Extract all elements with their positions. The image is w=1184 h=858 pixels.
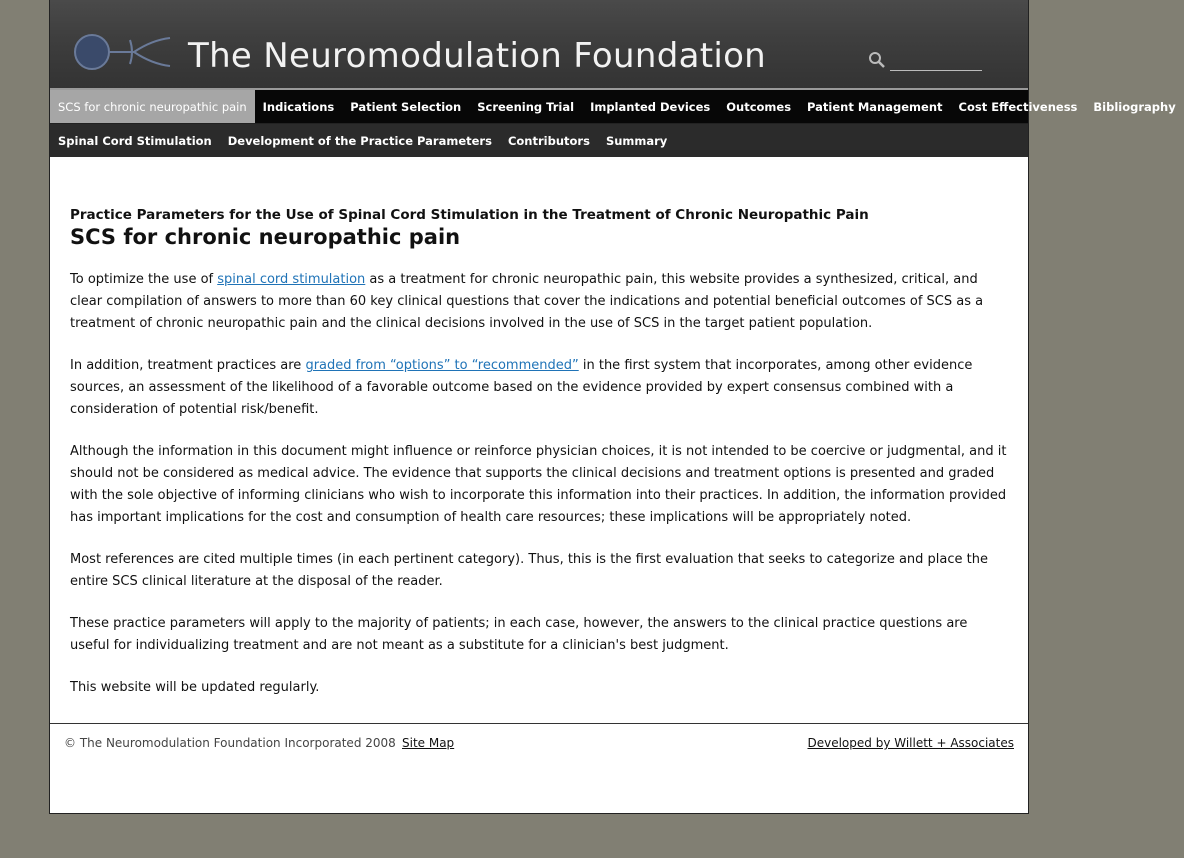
copyright-text: © The Neuromodulation Foundation Incorporated 2008	[64, 736, 396, 750]
page-container	[49, 0, 1176, 814]
subnav-item-summary[interactable]: Summary	[605, 133, 668, 148]
nav-item-cost-effectiveness[interactable]: Cost Effectiveness	[958, 99, 1078, 114]
nav-item-indications[interactable]: Indications	[262, 99, 335, 114]
site-map-link[interactable]: Site Map	[402, 736, 455, 750]
neuromodulation-logo-icon[interactable]	[72, 30, 172, 74]
subnav-item-development[interactable]: Development of the Practice Parameters	[227, 133, 492, 148]
spinal-cord-stimulation-link[interactable]: spinal cord stimulation	[217, 272, 366, 287]
subnav-item-contributors[interactable]: Contributors	[507, 133, 590, 148]
main-content	[50, 157, 1028, 699]
page-title: SCS for chronic neuropathic pain	[70, 225, 461, 249]
paragraph-updates: This website will be updated regularly.	[70, 680, 320, 695]
nav-item-outcomes[interactable]: Outcomes	[726, 99, 792, 114]
developer-link[interactable]: Developed by Willett + Associates	[807, 736, 1014, 750]
paragraph-references: Most references are cited multiple times (in each pertinent category). Thus, this is the first evaluation that seeks to categorize and place the entire SCS clinical literature at the disposal of the reader.	[70, 552, 988, 589]
search-input[interactable]	[890, 48, 982, 71]
paragraph-disclaimer: Although the information in this document might influence or reinforce physician choices, it is not intended to be coercive or judgmental, and it should not be considered as medical advice. The evidence that supports the clinical decisions and treatment options is presented and graded with the sole objective of informing clinicians who wish to incorporate this information into their practices. In addition, the information provided has important implications for the cost and consumption of health care resources; these implications will be appropriately noted.	[70, 444, 1007, 525]
site-header	[50, 0, 1028, 90]
page-subtitle: Practice Parameters for the Use of Spinal Cord Stimulation in the Treatment of Chronic Neuropathic Pain	[70, 207, 869, 223]
paragraph-text: in the first system that incorporates, among other evidence sources, an assessment of the likelihood of a favorable outcome based on the evidence provided by expert consensus combined with a consideration of potential risk/benefit.	[70, 358, 973, 417]
nav-item-implanted-devices[interactable]: Implanted Devices	[590, 99, 711, 114]
paragraph-applicability: These practice parameters will apply to the majority of patients; in each case, however, the answers to the clinical practice questions are useful for individualizing treatment and are not meant as a substitute for a clinician's best judgment.	[70, 616, 968, 653]
nav-item-patient-selection[interactable]: Patient Selection	[350, 99, 462, 114]
paragraph-intro	[70, 269, 1008, 335]
paragraph-text: To optimize the use of	[70, 272, 218, 287]
nav-item-patient-management[interactable]: Patient Management	[807, 99, 943, 114]
paragraph-grading	[70, 355, 1008, 421]
nav-item-bibliography[interactable]: Bibliography	[1093, 99, 1176, 114]
site-title[interactable]: The Neuromodulation Foundation	[188, 36, 767, 76]
primary-nav	[50, 90, 1176, 124]
subnav-item-spinal-cord-stimulation[interactable]: Spinal Cord Stimulation	[58, 133, 212, 148]
grading-link[interactable]: graded from “options” to “recommended”	[305, 358, 579, 373]
nav-item-screening-trial[interactable]: Screening Trial	[477, 99, 575, 114]
site-footer	[50, 723, 1028, 764]
secondary-nav	[50, 124, 1028, 157]
paragraph-text: as a treatment for chronic neuropathic pain, this website provides a synthesized, critical, and clear compilation of answers to more than 60 key clinical questions that cover the indications and potential beneficial outcomes of SCS as a treatment of chronic neuropathic pain and the clinical decisions involved in the use of SCS in the target patient population.	[70, 272, 984, 331]
paragraph-text: In addition, treatment practices are	[70, 358, 306, 373]
nav-item-scs-chronic-pain[interactable]: SCS for chronic neuropathic pain	[50, 90, 255, 123]
search-icon[interactable]	[868, 51, 886, 69]
